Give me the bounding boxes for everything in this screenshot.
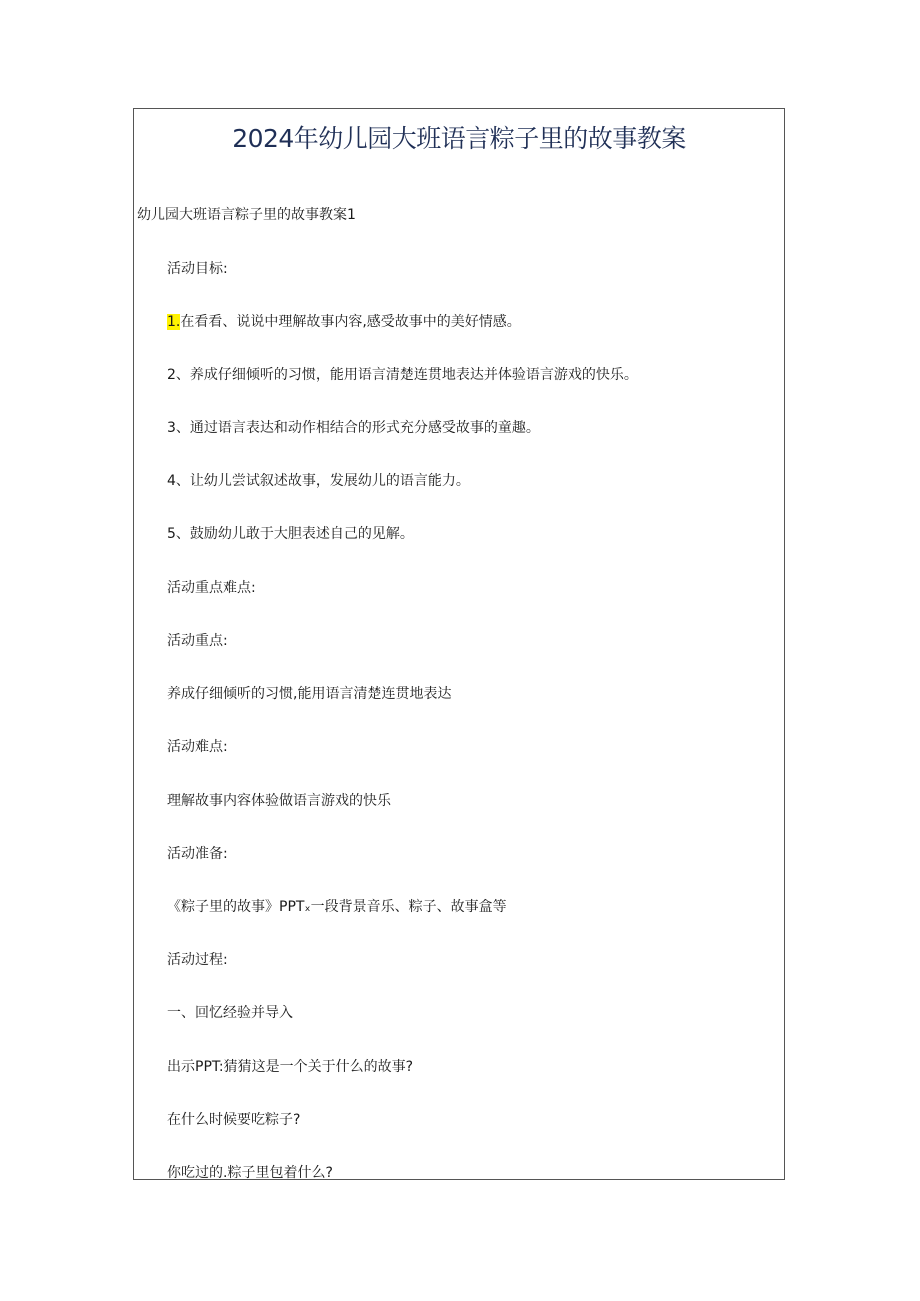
paragraph-text: 活动准备: — [167, 846, 228, 862]
paragraph — [167, 1162, 333, 1180]
paragraph-text: 3、通过语言表达和动作相结合的形式充分感受故事的童趣。 — [167, 420, 540, 436]
paragraph — [167, 1109, 300, 1129]
paragraph-text: 活动目标: — [167, 261, 228, 277]
paragraph — [167, 630, 228, 650]
paragraph-text: 2、养成仔细倾听的习惯，能用语言清楚连贯地表达并体验语言游戏的快乐。 — [167, 367, 638, 383]
paragraph-text: 《粽子里的故事》PPTₓ一段背景音乐、粽子、故事盒等 — [167, 899, 507, 915]
highlighted-marker: 1. — [167, 314, 181, 330]
paragraph — [167, 790, 391, 810]
paragraph — [167, 577, 256, 597]
paragraph — [167, 736, 228, 756]
paragraph — [167, 683, 451, 703]
paragraph — [167, 523, 414, 543]
paragraph — [167, 258, 228, 278]
paragraph-text: 出示PPT:猜猜这是一个关于什么的故事? — [167, 1059, 414, 1075]
paragraph — [167, 843, 228, 863]
paragraph-text: 活动难点: — [167, 739, 228, 755]
paragraph — [167, 417, 540, 437]
paragraph-text: 一、回忆经验并导入 — [167, 1005, 293, 1021]
document-page — [133, 108, 785, 1180]
paragraph-text: 活动重点难点: — [167, 580, 256, 596]
paragraph — [167, 311, 521, 331]
paragraph-text: 活动过程: — [167, 952, 228, 968]
paragraph — [167, 949, 228, 969]
paragraph — [167, 364, 638, 384]
paragraph-text: 理解故事内容体验做语言游戏的快乐 — [167, 793, 391, 809]
document-subtitle: 幼儿园大班语言粽子里的故事教案1 — [137, 207, 356, 223]
paragraph — [167, 1056, 413, 1076]
paragraph-text: 你吃过的.粽子里包着什么? — [167, 1165, 333, 1180]
paragraph — [167, 1002, 293, 1022]
paragraph-text: 4、让幼儿尝试叙述故事，发展幼儿的语言能力。 — [167, 473, 470, 489]
document-title: 2024年幼儿园大班语言粽子里的故事教案 — [232, 124, 686, 153]
paragraph-text: 在什么时候要吃粽子? — [167, 1112, 301, 1128]
paragraph-text: 在看看、说说中理解故事内容,感受故事中的美好情感。 — [180, 314, 521, 330]
paragraph-text: 活动重点: — [167, 633, 228, 649]
paragraph — [167, 896, 507, 916]
paragraph-text: 养成仔细倾听的习惯,能用语言清楚连贯地表达 — [167, 686, 452, 702]
paragraph-text: 5、鼓励幼儿敢于大胆表述自己的见解。 — [167, 526, 414, 542]
paragraph — [167, 470, 470, 490]
